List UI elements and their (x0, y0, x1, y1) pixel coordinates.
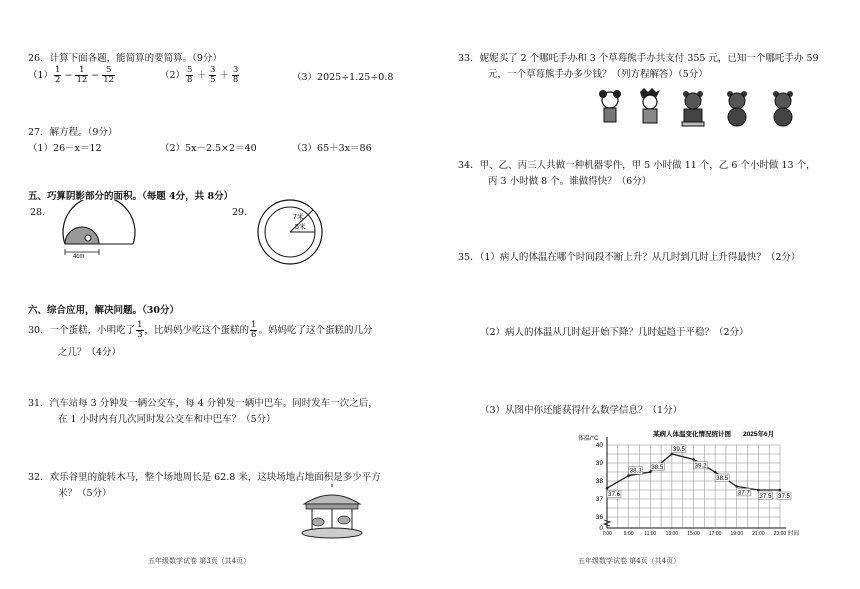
fraction: $\frac{5}{12}$ (103, 65, 115, 85)
data-point (627, 474, 630, 477)
y-tick-label: 38 (595, 478, 603, 485)
q31-line1: 31．汽车站每 3 分钟发一辆公交车，每 4 分钟发一辆中巴车。同时发车一次之后， (28, 398, 378, 409)
q26-part1: （1） $\frac{1}{2}$ − $\frac{1}{12}$ − $\frac{5}{12}$ (28, 65, 115, 85)
fraction: $\frac{3}{8}$ (232, 65, 239, 85)
x-tick-label: 11:00 (644, 531, 657, 537)
data-point (692, 458, 695, 461)
data-point (735, 485, 738, 488)
x-tick-label: 9:00 (623, 531, 634, 537)
nezha-figure-2 (640, 88, 660, 123)
data-label: 38.5 (651, 464, 664, 471)
right-footer: 五年级数学试卷 第4页（共4页） (578, 557, 681, 565)
fraction: $\frac{1}{2}$ (55, 65, 61, 85)
left-footer: 五年级数学试卷 第3页（共4页） (148, 557, 251, 565)
q28-number: 28. (30, 207, 46, 218)
q29-number: 29. (232, 207, 248, 218)
y-tick-label: 39 (595, 460, 603, 467)
q31-line2: 在 1 小时内有几次同时发公交车和中巴车？（5分） (58, 414, 276, 425)
bear-figure-3 (773, 91, 793, 126)
x-tick-label: 15:00 (687, 531, 700, 537)
q33-line1: 33．妮妮买了 2 个哪吒手办和 3 个草莓熊手办共支付 355 元，已知一个哪吒手办 59 (458, 53, 819, 64)
bear-figure-2 (727, 91, 747, 126)
figurines-image (598, 88, 813, 130)
fraction: $\frac{3}{5}$ (209, 65, 216, 85)
chart-x-axis-label: 时间 (788, 531, 800, 537)
data-label: 39.2 (694, 462, 707, 470)
bear-figure-1 (682, 91, 704, 126)
q27-part2: （2）5x－2.5×2＝40 (160, 143, 257, 154)
figure-29 (255, 197, 325, 267)
section5-title: 五、巧算阴影部分的面积。（每题 4分，共 8分） (28, 191, 234, 202)
data-label: 37.7 (737, 489, 750, 497)
axis-break-mark (604, 520, 610, 526)
data-point (606, 487, 609, 490)
q30-line2: 之几？（4分） (58, 347, 122, 358)
q26-title: 26．计算下面各题，能简算的要简算。（9分） (28, 53, 222, 64)
chart-date: 2025年6月 (743, 431, 775, 438)
chart-y-axis-label: 体温/°C (578, 436, 599, 442)
x-tick-label: 21:00 (752, 531, 765, 537)
q35-part3: （3）从图中你还能获得什么数学信息？（1分） (480, 405, 683, 416)
fraction: $\frac{1}{12}$ (76, 65, 88, 85)
x-tick-label: 19:00 (730, 531, 744, 537)
q27-title: 27．解方程。（9分） (28, 127, 118, 138)
fraction: $\frac{5}{8}$ (187, 65, 193, 85)
q35-part1: 35．（1）病人的体温在哪个时间段不断上升？从几时到几时上升得最快？（2分） (458, 252, 801, 263)
figure-28 (55, 200, 140, 260)
y-tick-label: 36 (595, 514, 603, 521)
q30-line1: 30．一个蛋糕，小明吃了 $\frac{1}{3}$ ，比妈妈少吃这个蛋糕的 $\frac{1}{6}$ 。妈妈吃了这个蛋糕的几分 (28, 320, 373, 340)
fraction: $\frac{1}{6}$ (251, 320, 257, 340)
fraction: $\frac{1}{3}$ (137, 320, 143, 340)
nezha-figure-1 (599, 90, 621, 122)
data-label: 39.5 (672, 446, 685, 453)
data-label: 37.5 (759, 493, 772, 500)
fig29-outer-label: 7米 (293, 214, 304, 221)
right-page (430, 0, 860, 589)
fig28-length-label: 4cm (73, 254, 85, 260)
q32-line2: 米？（5分） (58, 488, 112, 499)
q32-line1: 32．欢乐谷里的旋转木马，整个场地周长是 62.8 米，这块场地占地面积是多少平方 (28, 472, 381, 483)
carousel-image (298, 484, 366, 542)
chart-axes (604, 437, 786, 528)
fig29-inner-label: 5米 (295, 224, 306, 231)
y-tick-label: 37 (595, 496, 603, 503)
data-label: 37.5 (778, 493, 791, 500)
q26-p2-label: （2） (160, 70, 186, 81)
section6-title: 六、综合应用，解决问题。（30分） (28, 305, 179, 316)
data-point (779, 489, 782, 492)
q33-line2: 元，一个草莓熊手办多少钱？（列方程解答）（5分） (488, 69, 708, 80)
y-tick-label: 40 (595, 442, 603, 449)
data-point (671, 453, 674, 456)
data-point (649, 471, 652, 474)
q34-line2: 丙 3 小时做 8 个。谁做得快？（6分） (488, 176, 652, 187)
x-tick-label: 23:00 (773, 531, 787, 537)
q26-p1-label: （1） (28, 70, 54, 81)
chart-data-labels (607, 445, 791, 500)
chart-y-ticks (596, 442, 604, 532)
temperature-chart (575, 425, 805, 540)
q27-part3: （3）65＋3x＝86 (292, 143, 372, 154)
data-label: 38.3 (629, 467, 642, 475)
x-tick-label: 13:00 (665, 531, 679, 537)
y-tick-label: 0 (599, 525, 603, 532)
chart-grid (607, 445, 780, 528)
q26-part3: （3）2025÷1.25÷0.8 (292, 72, 394, 83)
chart-x-ticks (602, 531, 786, 537)
data-point (714, 471, 717, 474)
q26-part2: （2） $\frac{5}{8}$ ＋ $\frac{3}{5}$ ＋ $\frac{3}{8}$ (160, 65, 239, 85)
chart-title: 某病人体温变化情况统计图 (653, 431, 731, 438)
x-tick-label: 7:00 (602, 531, 612, 537)
q27-part1: （1）26－x＝12 (28, 143, 102, 154)
q35-part2: （2）病人的体温从几时起开始下降？几时起趋于平稳？（2分） (480, 327, 749, 338)
q34-line1: 34．甲、乙、丙三人共做一种机器零件，甲 5 小时做 11 个，乙 6 个小时做 13 个， (458, 160, 816, 171)
x-tick-label: 17:00 (708, 531, 722, 537)
data-point (757, 489, 760, 492)
data-label: 37.6 (608, 491, 621, 499)
data-label: 38.5 (716, 475, 729, 482)
